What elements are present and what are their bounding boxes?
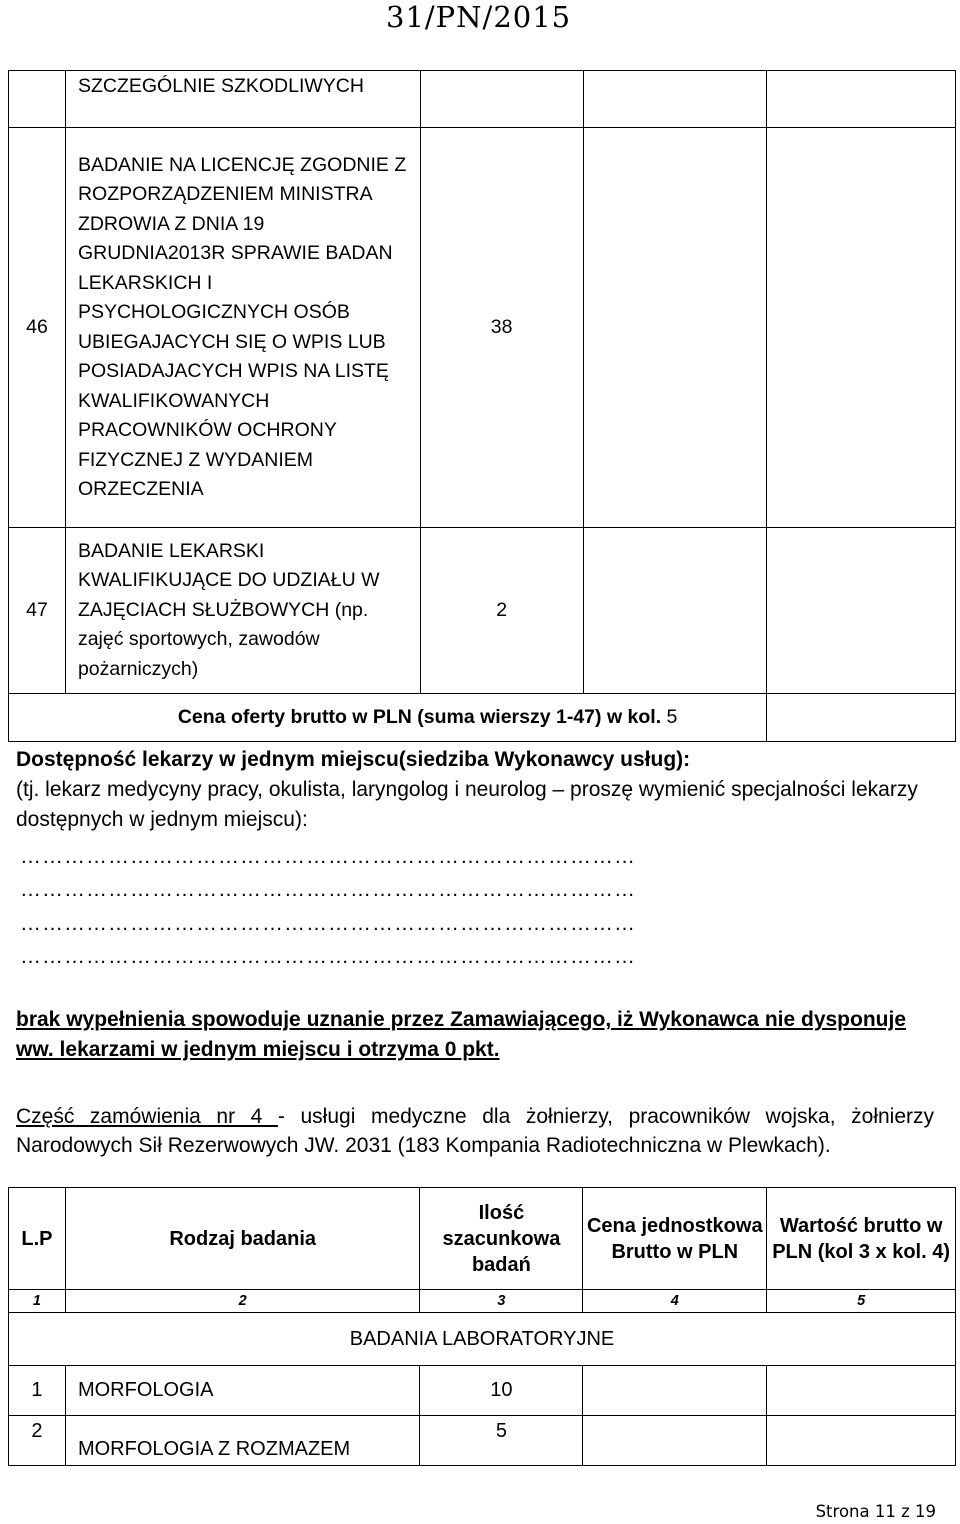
fill-line[interactable]: ………………………………………………………………………… [20,845,636,868]
total-column-ref: 5 [666,705,678,728]
section-title: BADANIA LABORATORYJNE [9,1313,956,1366]
header-quantity: Ilość szacunkowa badań [420,1188,583,1290]
exam-name-cell: MORFOLOGIA Z ROZMAZEM [65,1416,420,1466]
table-row [9,1416,956,1466]
header-exam-type: Rodzaj badania [65,1188,420,1290]
lp-cell [9,71,66,128]
total-value-cell [767,71,956,128]
exam-name-cell: MORFOLOGIA [65,1366,420,1416]
lp-cell: 2 [9,1416,66,1466]
table-row [9,528,956,694]
lp-cell: 47 [9,528,66,694]
availability-section [16,745,934,835]
quantity-cell: 2 [420,528,583,694]
quantity-cell: 5 [420,1416,583,1466]
unit-price-cell [583,528,767,694]
unit-price-cell [583,71,767,128]
page-number: Strona 11 z 19 [815,1502,936,1521]
col-index: 1 [9,1290,66,1313]
part4-description [16,1102,934,1160]
exam-name-cell: BADANIE LEKARSKI KWALIFIKUJĄCE DO UDZIAŁU W ZAJĘCIACH SŁUŻBOWYCH (np. zajęć sportowych, zawodów pożarniczych) [65,528,420,694]
total-label: Cena oferty brutto w PLN (suma wierszy 1-47) w kol. [177,705,662,728]
total-value-cell[interactable] [767,1416,956,1466]
lp-cell: 1 [9,1366,66,1416]
section-row [9,1313,956,1366]
header-unit-price: Cena jednostkowa Brutto w PLN [583,1188,767,1290]
total-value-cell [767,694,956,742]
part4-text: - usługi medyczne dla żołnierzy, pracowników wojska, żołnierzy Narodowych Sił Rezerwowych JW. 2031 (183 Kompania Radiotechniczna w Plewkach). [16,1105,934,1157]
table-row [9,128,956,528]
part4-title: Część zamówienia nr 4 [16,1105,278,1128]
unit-price-cell[interactable] [583,1416,767,1466]
quantity-cell: 38 [420,128,583,528]
upper-price-table [8,70,956,742]
column-index-row [9,1290,956,1313]
header-row [9,1188,956,1290]
table-row [9,71,956,128]
exam-name-cell: BADANIE NA LICENCJĘ ZGODNIE Z ROZPORZĄDZENIEM MINISTRA ZDROWIA Z DNIA 19 GRUDNIA2013R SPRAWIE BADAN LEKARSKICH I PSYCHOLOGICZNYCH OSÓB UBIEGAJACYCH SIĘ O WPIS LUB POSIADAJACYCH WPIS NA LISTĘ KWALIFIKOWANYCH PRACOWNIKÓW OCHRONY FIZYCZNEJ Z WYDANIEM ORZECZENIA [65,128,420,528]
col-index: 4 [583,1290,767,1313]
col-index: 3 [420,1290,583,1313]
fill-line[interactable]: ………………………………………………………………………… [20,912,636,935]
lower-price-table [8,1187,956,1466]
quantity-cell: 10 [420,1366,583,1416]
exam-name-cell: SZCZEGÓLNIE SZKODLIWYCH [65,71,420,128]
availability-title: Dostępność lekarzy w jednym miejscu(siedziba Wykonawcy usług): [16,748,691,771]
quantity-cell [420,71,583,128]
header-lp: L.P [9,1188,66,1290]
fill-line[interactable]: ………………………………………………………………………… [20,945,636,968]
table-row [9,1366,956,1416]
col-index: 2 [65,1290,420,1313]
total-row [9,694,956,742]
document-reference: 31/PN/2015 [386,0,572,34]
warning-note: brak wypełnienia spowoduje uznanie przez Zamawiającego, iż Wykonawca nie dysponuje ww. lekarzami w jednym miejscu i otrzyma 0 pkt. [16,1008,907,1061]
header-total-value: Wartość brutto w PLN (kol 3 x kol. 4) [767,1188,956,1290]
col-index: 5 [767,1290,956,1313]
fill-line[interactable]: ………………………………………………………………………… [20,878,636,901]
lp-cell: 46 [9,128,66,528]
unit-price-cell[interactable] [583,1366,767,1416]
unit-price-cell [583,128,767,528]
availability-body: (tj. lekarz medycyny pracy, okulista, laryngolog i neurolog – proszę wymienić specjalności lekarzy dostępnych w jednym miejscu): [16,778,918,831]
total-label-cell [9,694,767,742]
total-value-cell [767,528,956,694]
total-value-cell [767,128,956,528]
total-value-cell[interactable] [767,1366,956,1416]
